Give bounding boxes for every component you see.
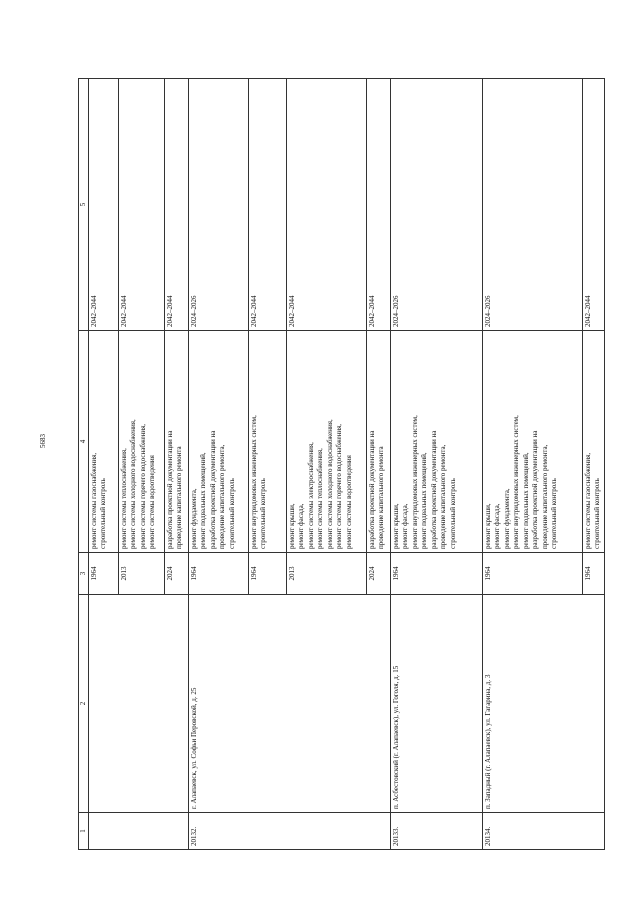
works-cell <box>189 331 249 553</box>
table-row <box>391 79 483 850</box>
work-item: разработка проектной документации на <box>166 430 174 549</box>
work-item: ремонт фундамента, <box>190 488 198 549</box>
header-cell: 2 <box>79 595 89 813</box>
period-cell: 2024–2026 <box>189 79 249 331</box>
period-cell: 2042–2044 <box>119 79 165 331</box>
year-cell: 1964 <box>483 553 583 595</box>
page-number: 5683 <box>39 434 47 448</box>
year-cell: 1964 <box>189 553 249 595</box>
work-item: ремонт крыши, <box>484 503 492 549</box>
work-item: ремонт системы теплоснабжения, <box>120 448 128 549</box>
header-row <box>79 79 89 850</box>
number-cell: 20134. <box>483 813 605 850</box>
table-row <box>483 79 583 850</box>
works-cell <box>165 331 189 553</box>
period-cell: 2042–2044 <box>367 79 391 331</box>
address-cell <box>89 595 189 813</box>
work-item: строительный контроль <box>550 478 559 549</box>
work-item: ремонт подвальных помещений, <box>521 452 530 549</box>
work-item: ремонт системы холодного водоснабжения, <box>129 419 138 549</box>
works-cell <box>391 331 483 553</box>
work-item: проведение капитального ремонта <box>175 446 184 549</box>
work-item: проведение капитального ремонта <box>377 446 386 549</box>
year-cell: 1964 <box>89 553 119 595</box>
works-cell <box>287 331 367 553</box>
number-cell: 20132. <box>189 813 391 850</box>
work-item: ремонт системы холодного водоснабжения, <box>325 419 334 549</box>
period-cell: 2024–2026 <box>391 79 483 331</box>
work-item: строительный контроль <box>593 478 602 549</box>
work-item: проведение капитального ремонта, <box>540 444 549 549</box>
table-row <box>189 79 249 850</box>
works-cell <box>89 331 119 553</box>
work-item: разработка проектной документации на <box>208 430 217 549</box>
work-item: ремонт системы водоотведения <box>148 455 157 549</box>
year-cell: 2024 <box>165 553 189 595</box>
work-item: ремонт системы газоснабжения, <box>90 452 98 549</box>
header-cell: 1 <box>79 813 89 850</box>
work-item: ремонт внутридомовых инженерных систем, <box>512 415 521 549</box>
header-cell: 3 <box>79 553 89 595</box>
header-cell: 5 <box>79 79 89 331</box>
works-cell <box>249 331 287 553</box>
period-cell: 2024–2026 <box>483 79 583 331</box>
works-cell <box>583 331 605 553</box>
work-item: ремонт крыши, <box>392 503 400 549</box>
work-item: проведение капитального ремонта, <box>439 444 448 549</box>
address-cell: п. Асбестовский (г. Алапаевск), ул. Гоголя, д. 15 <box>391 595 483 813</box>
period-cell: 2042–2044 <box>583 79 605 331</box>
work-item: ремонт подвальных помещений, <box>420 452 429 549</box>
address-cell: п. Западный (г. Алапаевск), ул. Гагарина, д. 3 <box>483 595 605 813</box>
work-item: ремонт системы газоснабжения, <box>584 452 592 549</box>
work-item: ремонт системы водоотведения <box>344 455 353 549</box>
work-item: разработка проектной документации на <box>531 430 540 549</box>
period-cell: 2042–2044 <box>287 79 367 331</box>
work-item: ремонт внутридомовых инженерных систем, <box>410 415 419 549</box>
year-cell: 2013 <box>119 553 165 595</box>
work-item: строительный контроль <box>227 478 236 549</box>
address-cell: г. Алапаевск, ул. Софьи Перовской, д. 25 <box>189 595 391 813</box>
number-cell <box>89 813 189 850</box>
rotated-table-wrapper <box>78 79 601 850</box>
work-item: ремонт системы теплоснабжения, <box>316 448 325 549</box>
work-item: ремонт фасада, <box>493 503 502 549</box>
work-item: ремонт системы горячего водоснабжения, <box>335 423 344 549</box>
work-item: ремонт системы горячего водоснабжения, <box>138 423 147 549</box>
year-cell: 2013 <box>287 553 367 595</box>
work-item: строительный контроль <box>99 478 108 549</box>
work-item: строительный контроль <box>259 478 268 549</box>
capital-repair-table <box>78 78 605 850</box>
work-item: ремонт фундамента, <box>502 488 511 549</box>
works-cell <box>483 331 583 553</box>
work-item: ремонт системы электроснабжения, <box>306 442 315 549</box>
year-cell: 1964 <box>249 553 287 595</box>
year-cell: 2024 <box>367 553 391 595</box>
period-cell: 2042–2044 <box>249 79 287 331</box>
period-cell: 2042–2044 <box>165 79 189 331</box>
work-item: ремонт крыши, <box>288 503 296 549</box>
works-cell <box>119 331 165 553</box>
work-item: разработка проектной документации на <box>368 430 376 549</box>
work-item: ремонт фасада, <box>297 503 306 549</box>
work-item: строительный контроль <box>448 478 457 549</box>
work-item: ремонт внутридомовых инженерных систем, <box>250 415 258 549</box>
work-item: разработка проектной документации на <box>429 430 438 549</box>
table-row <box>89 79 119 850</box>
work-item: ремонт подвальных помещений, <box>199 452 208 549</box>
number-cell: 20133. <box>391 813 483 850</box>
year-cell: 1964 <box>583 553 605 595</box>
period-cell: 2042–2044 <box>89 79 119 331</box>
year-cell: 1964 <box>391 553 483 595</box>
work-item: проведение капитального ремонта, <box>218 444 227 549</box>
header-cell: 4 <box>79 331 89 553</box>
works-cell <box>367 331 391 553</box>
work-item: ремонт фасада, <box>401 503 410 549</box>
